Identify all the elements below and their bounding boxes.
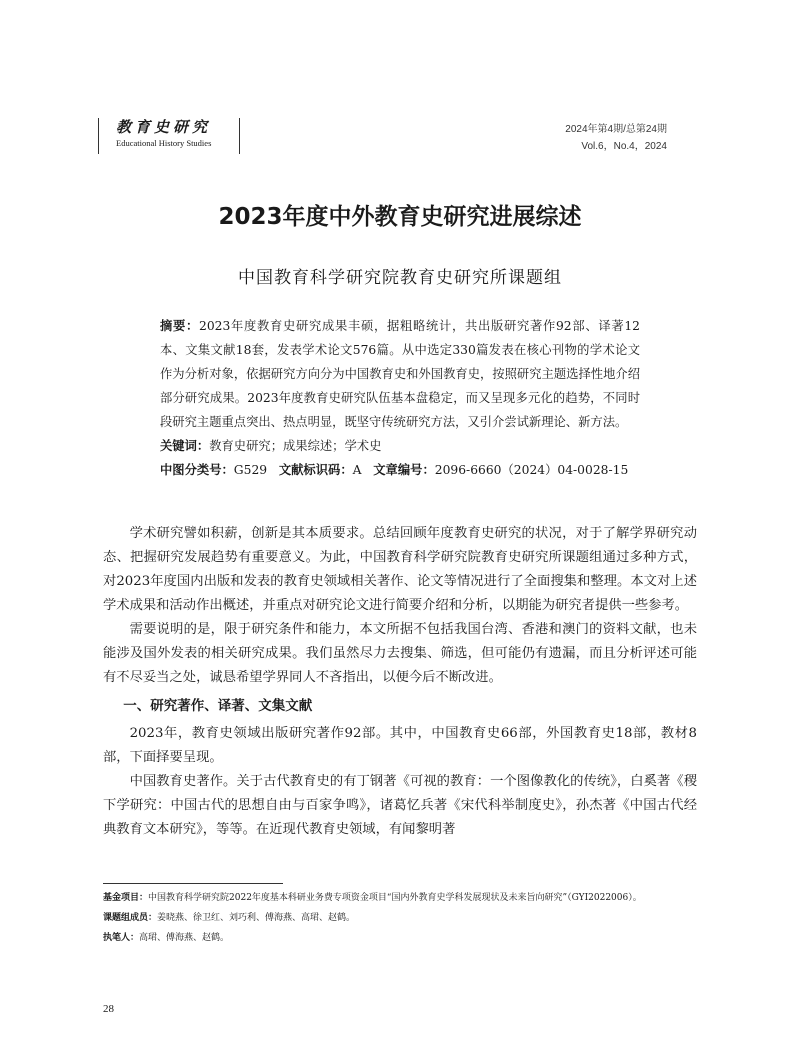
footnote-members <box>103 908 697 928</box>
keywords-text: 教育史研究；成果综述；学术史 <box>209 439 382 453</box>
article-author: 中国教育科学研究院教育史研究所课题组 <box>238 268 562 288</box>
journal-name-en: Educational History Studies <box>116 138 212 148</box>
members-label: 课题组成员： <box>103 913 158 923</box>
abstract-label: 摘要： <box>160 319 199 333</box>
doc-code-label: 文献标识码： <box>278 463 353 477</box>
issue-info <box>565 121 667 155</box>
issue-cn: 2024年第4期/总第24期 <box>565 124 667 135</box>
article-body <box>103 522 697 842</box>
journal-name-cn: 教育史研究 <box>116 118 212 136</box>
members-text: 姜晓燕、徐卫红、刘巧利、傅海燕、高珺、赵鹤。 <box>157 913 356 923</box>
abstract-text: 2023年度教育史研究成果丰硕，据粗略统计，共出版研究著作92部、译著12本、文集文献18套，发表学术论文576篇。从中选定330篇发表在核心刊物的学术论文作为分析对象，依据研究方向分为中国教育史和外国教育史，按照研究主题选择性地介绍部分研究成果。2023年度教育史研究队伍基本盘稳定，而又呈现多元化的趋势，不同时段研究主题重点突出、热点明显，既坚守传统研究方法，又引介尝试新理论、新方法。 <box>160 319 640 429</box>
body-paragraph: 2023年，教育史领域出版研究著作92部。其中，中国教育史66部，外国教育史18部，教材8部，下面择要呈现。 <box>103 726 697 765</box>
section-heading: 一、研究著作、译著、文集文献 <box>123 698 313 714</box>
clc-value: G529 <box>233 463 268 477</box>
article-no-label: 文章编号： <box>373 463 435 477</box>
page-number: 28 <box>103 1003 114 1015</box>
writers-text: 高珺、傅海燕、赵鹤。 <box>139 933 230 943</box>
header-divider-left <box>98 118 99 154</box>
header-divider-right <box>239 118 240 154</box>
abstract <box>160 314 640 434</box>
footnotes <box>103 888 697 948</box>
body-paragraph: 中国教育史著作。关于古代教育史的有丁钢著《可视的教育：一个图像教化的传统》，白奚著《稷下学研究：中国古代的思想自由与百家争鸣》，诸葛忆兵著《宋代科举制度史》，孙杰著《中国古代经典教育文本研究》，等等。在近现代教育史领域，有闻黎明著 <box>103 774 697 837</box>
article-no-value: 2096-6660（2024）04-0028-15 <box>434 463 629 477</box>
footnote-fund <box>103 888 697 908</box>
footnote-divider <box>103 883 283 884</box>
journal-header <box>98 116 240 156</box>
issue-volume: Vol.6，No.4，2024 <box>581 141 667 152</box>
fund-text: 中国教育科学研究院2022年度基本科研业务费专项资金项目“国内外教育史学科发展现状及未来旨向研究”（GYI2022006）。 <box>148 893 642 903</box>
fund-label: 基金项目： <box>103 893 149 903</box>
keywords <box>160 434 640 458</box>
footnote-writers <box>103 928 697 948</box>
body-paragraph: 需要说明的是，限于研究条件和能力，本文所据不包括我国台湾、香港和澳门的资料文献，也未能涉及国外发表的相关研究成果。我们虽然尽力去搜集、筛选，但可能仍有遗漏，而且分析评述可能有不尽妥当之处，诚恳希望学界同人不吝指出，以便今后不断改进。 <box>103 622 697 685</box>
writers-label: 执笔人： <box>103 933 140 943</box>
article-title: 2023年度中外教育史研究进展综述 <box>218 204 582 230</box>
keywords-label: 关键词： <box>160 439 210 453</box>
doc-code-value: A <box>352 463 362 477</box>
classification-line <box>160 458 640 482</box>
clc-label: 中图分类号： <box>160 463 234 477</box>
abstract-block <box>160 314 640 482</box>
body-paragraph: 学术研究譬如积薪，创新是其本质要求。总结回顾年度教育史研究的状况，对于了解学界研究动态、把握研究发展趋势有重要意义。为此，中国教育科学研究院教育史研究所课题组通过多种方式，对2023年度国内出版和发表的教育史领域相关著作、论文等情况进行了全面搜集和整理。本文对上述学术成果和活动作出概述，并重点对研究论文进行简要介绍和分析，以期能为研究者提供一些参考。 <box>103 526 697 613</box>
